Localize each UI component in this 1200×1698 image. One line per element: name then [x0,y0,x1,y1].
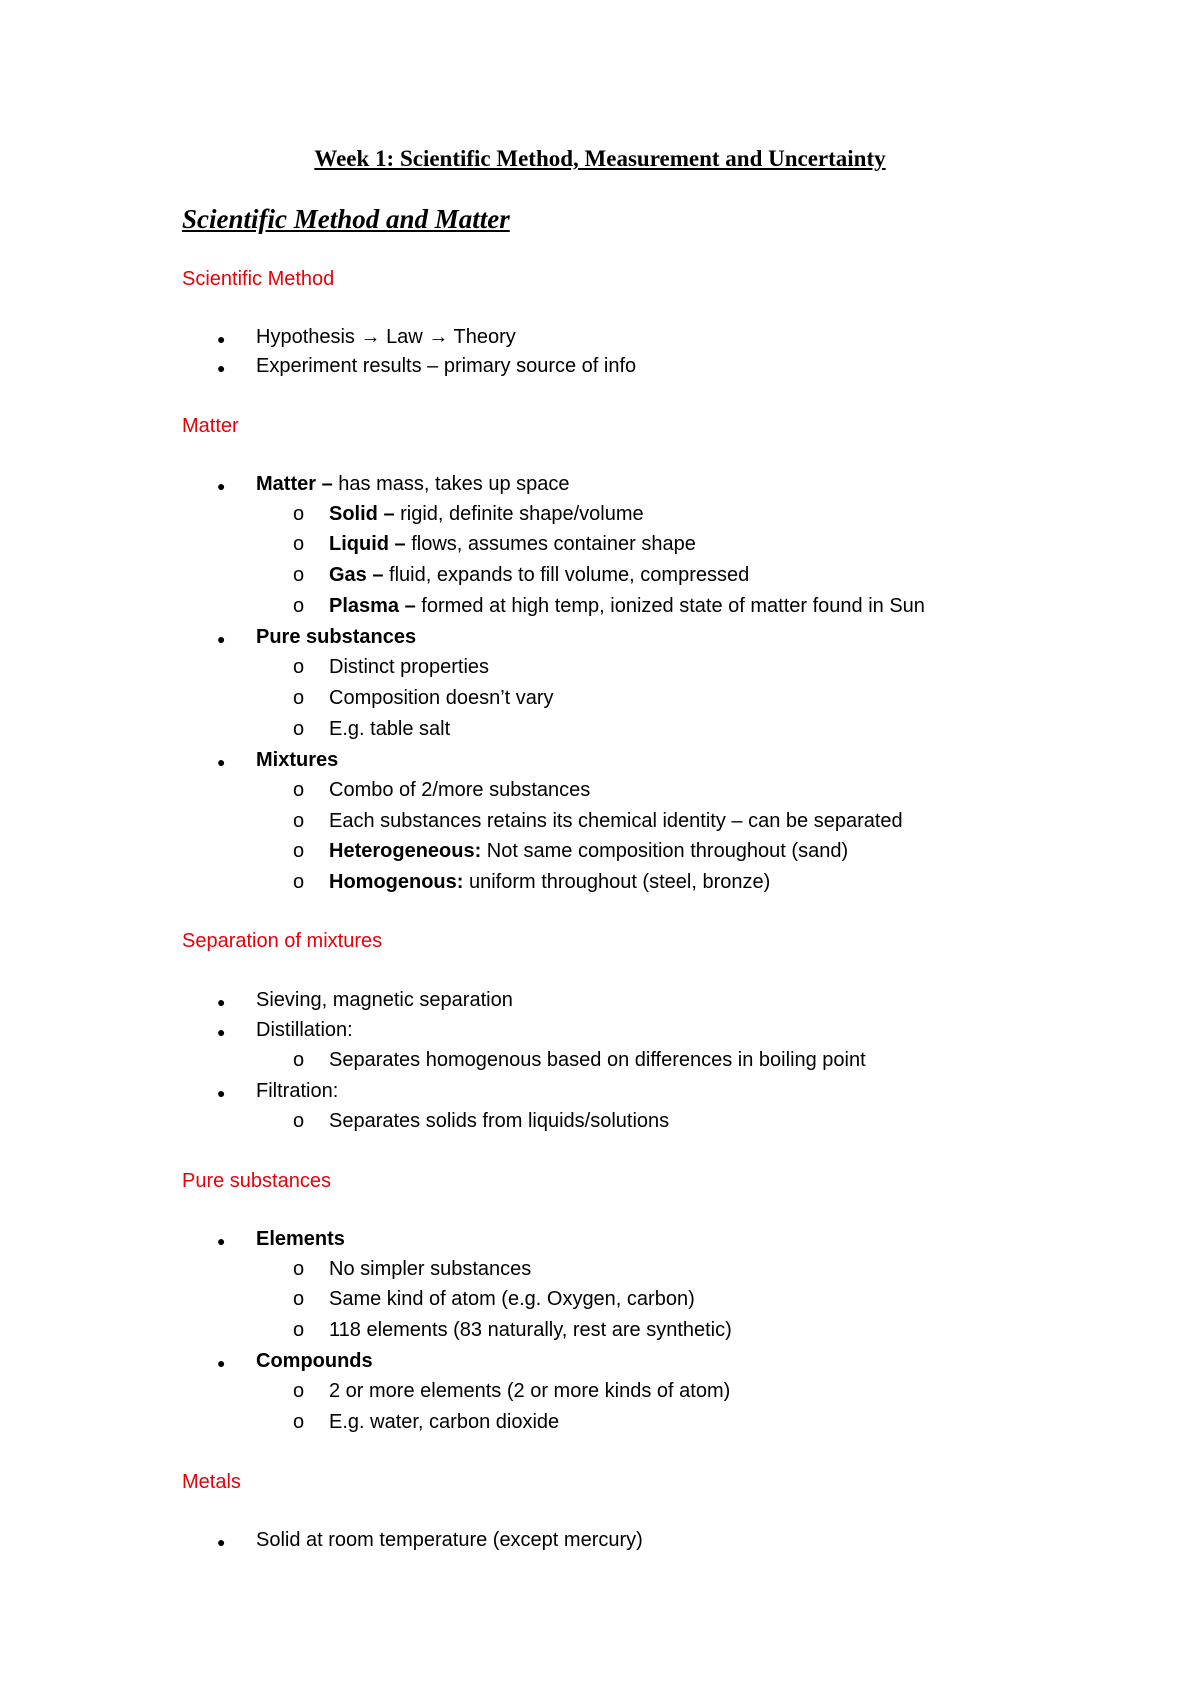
description: rigid, definite shape/volume [394,503,644,525]
list-item [256,326,516,349]
sub-list-item [329,503,644,526]
sub-bullet-icon: o [293,779,305,801]
sub-bullet-icon: o [293,595,305,617]
bullet-icon: ● [217,1233,226,1249]
sub-bullet-icon: o [293,1411,305,1433]
sub-list-item [329,564,749,587]
term: Heterogeneous: [329,840,482,862]
description: flows, assumes container shape [405,533,696,555]
heading-matter: Matter [182,415,239,437]
theory-text: Theory [453,326,516,348]
sub-bullet-icon: o [293,564,305,586]
bullet-icon: ● [217,1355,226,1371]
bullet-icon: ● [217,478,226,494]
sub-list-item: No simpler substances [329,1258,532,1280]
heading-metals: Metals [182,1471,241,1493]
sub-list-item [329,533,696,556]
sub-bullet-icon: o [293,840,305,862]
sub-list-item: E.g. table salt [329,718,451,740]
sub-bullet-icon: o [293,1319,305,1341]
bullet-icon: ● [217,331,226,347]
heading-pure-substances: Pure substances [182,1170,331,1192]
sub-bullet-icon: o [293,871,305,893]
bullet-icon: ● [217,994,226,1010]
bullet-icon: ● [217,360,226,376]
sub-list-item: Separates solids from liquids/solutions [329,1110,670,1132]
description: formed at high temp, ionized state of matter found in Sun [415,595,925,617]
list-item: Filtration: [256,1080,339,1102]
description: uniform throughout (steel, bronze) [463,871,771,893]
heading-scientific-method: Scientific Method [182,268,335,290]
list-item [256,1228,345,1251]
sub-bullet-icon: o [293,718,305,740]
list-item: Solid at room temperature (except mercury) [256,1529,643,1551]
sub-bullet-icon: o [293,810,305,832]
sub-bullet-icon: o [293,503,305,525]
bullet-icon: ● [217,1024,226,1040]
description: Not same composition throughout (sand) [481,840,849,862]
list-item: Sieving, magnetic separation [256,989,513,1011]
term: Gas – [329,564,384,586]
heading-separation-of-mixtures: Separation of mixtures [182,930,383,952]
sub-list-item: Each substances retains its chemical identity – can be separated [329,810,903,832]
sub-list-item: Distinct properties [329,656,490,678]
term: Matter – [256,473,333,495]
sub-list-item: 2 or more elements (2 or more kinds of atom) [329,1380,731,1402]
sub-bullet-icon: o [293,656,305,678]
sub-bullet-icon: o [293,533,305,555]
term: Homogenous: [329,871,464,893]
list-item [256,473,570,496]
term: Solid – [329,503,395,525]
list-item [256,1350,373,1373]
term: Pure substances [256,626,417,648]
sub-list-item: Combo of 2/more substances [329,779,591,801]
sub-list-item [329,871,770,894]
sub-list-item: Composition doesn’t vary [329,687,554,709]
law-text: Law [386,326,423,348]
sub-bullet-icon: o [293,1049,305,1071]
sub-bullet-icon: o [293,1380,305,1402]
bullet-icon: ● [217,754,226,770]
sub-list-item [329,595,925,618]
sub-bullet-icon: o [293,687,305,709]
list-item: Distillation: [256,1019,353,1041]
hypothesis-text: Hypothesis [256,326,355,348]
term: Compounds [256,1350,373,1372]
term: Mixtures [256,749,339,771]
bullet-icon: ● [217,1534,226,1550]
list-item [256,749,338,772]
arrow-right-icon: → [428,326,449,348]
description: has mass, takes up space [332,473,570,495]
term: Plasma – [329,595,416,617]
list-item [256,626,416,649]
sub-bullet-icon: o [293,1288,305,1310]
sub-list-item: E.g. water, carbon dioxide [329,1411,560,1433]
document-title: Week 1: Scientific Method, Measurement and Uncertainty [314,146,886,171]
sub-bullet-icon: o [293,1258,305,1280]
sub-list-item: 118 elements (83 naturally, rest are synthetic) [329,1319,732,1341]
sub-bullet-icon: o [293,1110,305,1132]
bullet-icon: ● [217,631,226,647]
section-title: Scientific Method and Matter [182,204,510,234]
sub-list-item: Separates homogenous based on differences in boiling point [329,1049,866,1071]
list-item: Experiment results – primary source of info [256,355,637,377]
sub-list-item [329,840,848,863]
bullet-icon: ● [217,1085,226,1101]
sub-list-item: Same kind of atom (e.g. Oxygen, carbon) [329,1288,695,1310]
description: fluid, expands to fill volume, compressed [383,564,750,586]
arrow-right-icon: → [360,326,381,348]
term: Liquid – [329,533,406,555]
term: Elements [256,1228,345,1250]
